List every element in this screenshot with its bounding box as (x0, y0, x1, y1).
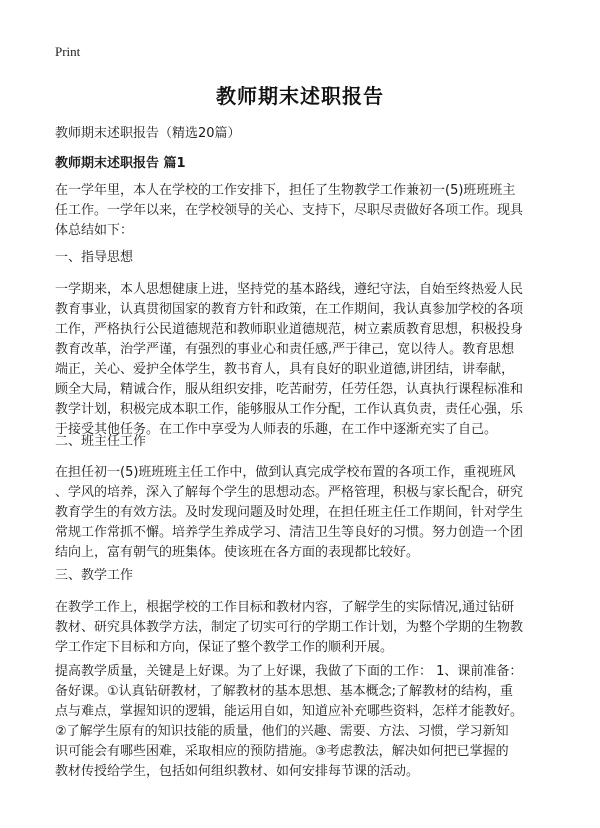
paragraph-line: ②了解学生原有的知识技能的质量，他们的兴趣、需要、方法、习惯，学习新知 (55, 724, 509, 739)
paragraph-line: 识可能会有哪些困难，采取相应的预防措施。③考虑教法，解决如何把已掌握的 (55, 744, 509, 759)
print-label[interactable]: Print (55, 44, 81, 59)
section-teaching-work-paragraph (55, 598, 555, 658)
paragraph-line: 体总结如下： (55, 223, 134, 238)
paragraph-line: 顾全大局，精诚合作，服从组织安排，吃苦耐劳，任劳任怨，认真执行课程标准和 (55, 382, 524, 397)
document-subtitle: 教师期末述职报告（精选20篇） (55, 126, 241, 141)
page-title: 教师期末述职报告 (216, 84, 384, 108)
paragraph-line: 备好课。①认真钻研教材，了解教材的基本思想、基本概念;了解教材的结构，重 (55, 684, 514, 699)
section-heading-teaching-work: 三、教学工作 (55, 568, 134, 583)
paragraph-line: 在教学工作上，根据学校的工作目标和教材内容，了解学生的实际情况,通过钻研 (55, 600, 515, 615)
paragraph-line: 提高教学质量，关键是上好课。为了上好课，我做了下面的工作： 1、课前准备： (55, 664, 523, 679)
paragraph-line: 教材、研究具体教学方法，制定了切实可行的学期工作计划，为整个学期的生物教 (55, 620, 524, 635)
paragraph-line: 结向上，富有朝气的班集体。使该班在各方面的表现都比较好。 (55, 545, 420, 560)
article-title: 教师期末述职报告 篇1 (55, 156, 186, 171)
paragraph-line: 于接受其他任务。在工作中享受为人师表的乐趣，在工作中逐渐充实了自己。 (55, 422, 498, 437)
section-heading-class-teacher: 二、班主任工作 (55, 434, 147, 449)
paragraph-line: 端正，关心、爱护全体学生，教书育人，具有良好的职业道德,讲团结，讲奉献， (55, 362, 515, 377)
paragraph-line: 常规工作常抓不懈。培养学生养成学习、清洁卫生等良好的习惯。努力创造一个团 (55, 525, 524, 540)
paragraph-line: 学工作定下目标和方向，保证了整个教学工作的顺利开展。 (55, 640, 394, 655)
paragraph-line: 教育改革，治学严谨，有强烈的事业心和责任感,严于律己，宽以待人。教育思想 (55, 342, 515, 357)
paragraph-line: 、学风的培养，深入了解每个学生的思想动态。严格管理，积极与家长配合，研究 (55, 485, 524, 500)
paragraph-line: 教学计划，积极完成本职工作，能够服从工作分配，工作认真负责，责任心强，乐 (55, 402, 524, 417)
paragraph-line: 点与难点，掌握知识的逻辑，能运用自如，知道应补充哪些资料，怎样才能教好。 (55, 704, 524, 719)
intro-paragraph (55, 181, 555, 241)
paragraph-line: 教材传授给学生，包括如何组织教材、如何安排每节课的活动。 (55, 764, 420, 779)
paragraph-line: 一学期来，本人思想健康上进，坚持党的基本路线，遵纪守法，自始至终热爱人民 (55, 282, 524, 297)
paragraph-line: 在一学年里，本人在学校的工作安排下，担任了生物教学工作兼初一(5)班班班主 (55, 183, 516, 198)
paragraph-line: 教育事业，认真贯彻国家的教育方针和政策，在工作期间，我认真参加学校的各项 (55, 302, 524, 317)
section-class-teacher-paragraph (55, 463, 555, 563)
paragraph-line: 任工作。一学年以来，在学校领导的关心、支持下，尽职尽责做好各项工作。现具 (55, 203, 524, 218)
section-heading-guiding-thought: 一、指导思想 (55, 250, 134, 265)
paragraph-line: 在担任初一(5)班班班主任工作中，做到认真完成学校布置的各项工作，重视班风 (55, 465, 516, 480)
paragraph-line: 教育学生的有效方法。及时发现问题及时处理，在担任班主任工作期间，针对学生 (55, 505, 524, 520)
section-teaching-work-paragraph-2 (55, 662, 555, 782)
paragraph-line: 工作，严格执行公民道德规范和教师职业道德规范，树立素质教育思想，积极投身 (55, 322, 524, 337)
section-guiding-thought-paragraph (55, 280, 555, 440)
